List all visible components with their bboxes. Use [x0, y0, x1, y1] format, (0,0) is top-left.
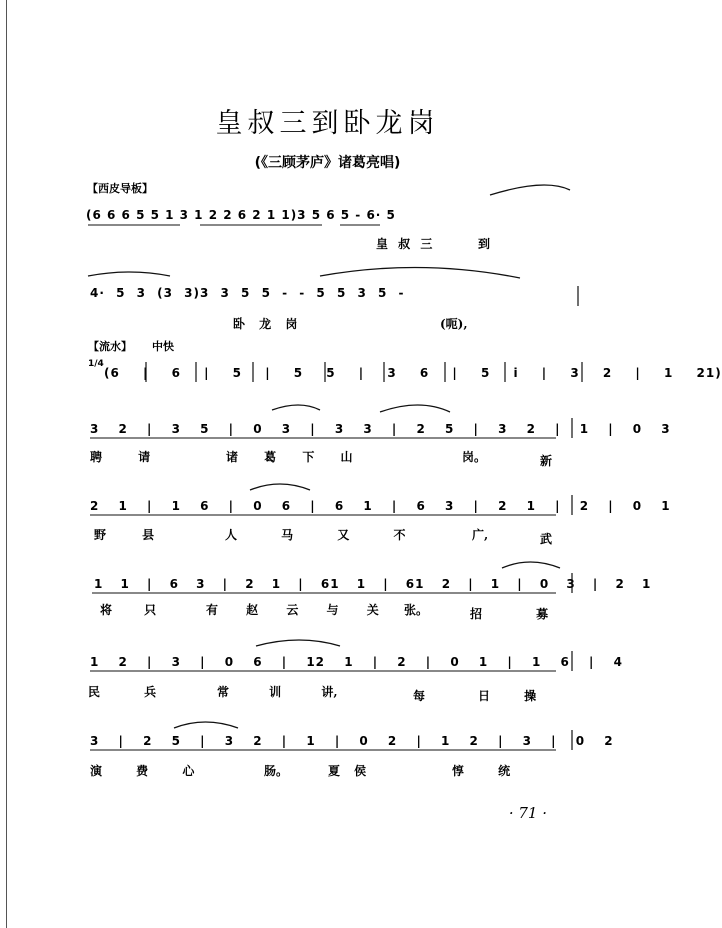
staff-8-lyric-3: 夏 侯 — [328, 764, 367, 778]
staff-8-lyric-1: 演 费 心 — [90, 764, 195, 778]
staff-5-notes: 2 1 | 1 6 | 0 6 | 6 1 | 6 3 | 2 1 | 2 | 0 1 — [90, 499, 671, 513]
staff-4-lyric-3: 岗。 — [462, 450, 487, 464]
staff-5-lyric-1: 野 县 — [94, 528, 155, 542]
staff-7-lyric-2: 常 训 讲, — [217, 685, 338, 699]
staff-8-notes: 3 | 2 5 | 3 2 | 1 | 0 2 | 1 2 | 3 | 0 2 — [90, 734, 614, 748]
section-tag: 【流水】 — [88, 340, 132, 353]
staff-4-notes: 3 2 | 3 5 | 0 3 | 3 3 | 2 5 | 3 2 | 1 | 0 3 — [90, 422, 671, 436]
staff-4-lyric-4: 新 — [540, 454, 553, 468]
staff-8-lyric-4: 惇 统 — [452, 764, 511, 778]
staff-5-lyric-3: 广, — [472, 528, 489, 542]
staff-2-lyric-2: (呃), — [440, 317, 468, 331]
slur-3 — [320, 267, 520, 278]
staff-5-lyric-2: 人 马 又 不 — [225, 528, 406, 542]
staff-1-notes: (6 6 6 5 5 1 3 1 2 2 6 2 1 1)3 5 6 5 - 6· 5 — [86, 208, 396, 222]
slur-9 — [174, 722, 238, 728]
staff-5-lyric-4: 武 — [540, 532, 553, 546]
tempo-mark: 中快 — [152, 340, 174, 353]
staff-3-notes: (6 | 6 | 5 | 5 5 | 3 6 | 5 i | 3 2 | 1 21) — [104, 366, 722, 380]
staff-6-lyric-1: 将 只 — [100, 603, 157, 617]
page-number: · 71 · — [508, 804, 547, 822]
slur-6 — [250, 484, 310, 490]
staff-7-notes: 1 2 | 3 | 0 6 | 12 1 | 2 | 0 1 | 1 6 | 4 — [90, 655, 623, 669]
staff-1-lyric-1: 皇 叔 三 — [376, 237, 433, 251]
staff-2-lyric-1: 卧 龙 岗 — [233, 317, 298, 331]
slur-2 — [88, 272, 170, 276]
staff-4-lyric-2: 诸 葛 下 山 — [226, 450, 353, 464]
slur-7 — [502, 562, 560, 568]
time-signature: 1/4 — [88, 359, 104, 369]
staff-8-lyric-2: 肠。 — [264, 764, 289, 778]
staff-6-lyric-2: 有 赵 云 与 关 — [206, 603, 379, 617]
intro-tag: 【西皮导板】 — [87, 182, 153, 195]
staff-6-lyric-4: 招 募 — [470, 607, 549, 621]
slur-8 — [256, 640, 340, 646]
staff-7-lyric-1: 民 兵 — [88, 685, 157, 699]
staff-7-lyric-3: 每 — [413, 689, 426, 703]
song-subtitle: (《三顾茅庐》诸葛亮唱) — [254, 155, 401, 171]
staff-2-notes: 4· 5 3 (3 3)3 3 5 5 - - 5 5 3 5 - — [90, 286, 405, 300]
slur-5 — [380, 405, 450, 412]
slur-4 — [272, 405, 320, 410]
staff-6-notes: 1 1 | 6 3 | 2 1 | 61 1 | 61 2 | 1 | 0 3 | 2 1 — [94, 577, 652, 591]
staff-7-lyric-4: 日 操 — [478, 689, 537, 703]
staff-6-lyric-3: 张。 — [404, 603, 429, 617]
staff-1-lyric-2: 到 — [478, 237, 491, 251]
song-title: 皇叔三到卧龙岗 — [215, 108, 440, 139]
staff-4-lyric-1: 聘 请 — [90, 450, 151, 464]
slur-1 — [490, 185, 570, 195]
